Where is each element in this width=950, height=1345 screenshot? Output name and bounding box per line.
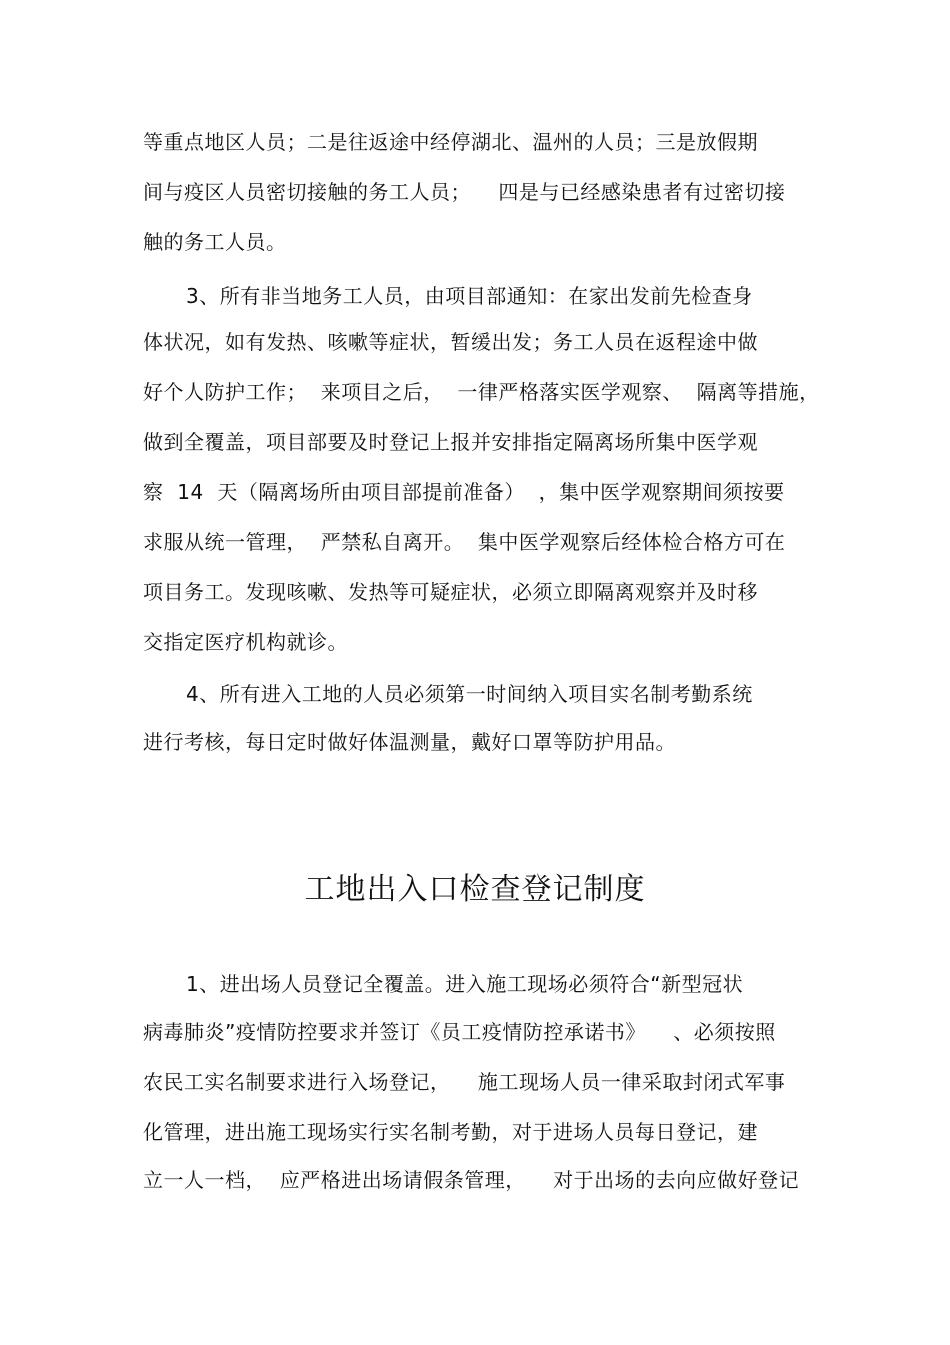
body-text-line: 立一人一档， 应严格进出场请假条管理， 对于出场的去向应做好登记 (143, 1168, 800, 1192)
body-text-line: 化管理，进出施工现场实行实名制考勤，对于进场人员每日登记，建 (143, 1120, 758, 1144)
body-text-line: 做到全覆盖，项目部要及时登记上报并安排指定隔离场所集中医学观 (143, 430, 758, 454)
body-text-line: 等重点地区人员；二是往返途中经停湖北、温州的人员；三是放假期 (143, 130, 758, 154)
body-text-line: 察 14 天（隔离场所由项目部提前准备） ，集中医学观察期间须按要 (143, 480, 785, 504)
body-text-line: 交指定医疗机构就诊。 (143, 630, 348, 654)
body-text-line: 项目务工。发现咳嗽、发热等可疑症状，必须立即隔离观察并及时移 (143, 580, 758, 604)
item-1-first-line: 1、进出场人员登记全覆盖。进入施工现场必须符合“新型冠状 (186, 972, 744, 996)
body-text-line: 农民工实名制要求进行入场登记， 施工现场人员一律采取封闭式军事 (143, 1070, 786, 1094)
item-4-first-line: 4、所有进入工地的人员必须第一时间纳入项目实名制考勤系统 (186, 682, 753, 706)
item-3-first-line: 3、所有非当地务工人员，由项目部通知：在家出发前先检查身 (186, 284, 753, 308)
body-text-line: 进行考核，每日定时做好体温测量，戴好口罩等防护用品。 (143, 730, 676, 754)
body-text-line: 好个人防护工作； 来项目之后， 一律严格落实医学观察、 隔离等措施， (143, 380, 820, 404)
body-text-line: 体状况，如有发热、咳嗽等症状，暂缓出发；务工人员在返程途中做 (143, 330, 758, 354)
body-text-line: 病毒肺炎”疫情防控要求并签订《员工疫情防控承诺书》 、必须按照 (143, 1020, 776, 1044)
body-text-line: 求服从统一管理， 严禁私自离开。 集中医学观察后经体检合格方可在 (143, 530, 786, 554)
section-title: 工地出入口检查登记制度 (304, 872, 646, 907)
body-text-line: 触的务工人员。 (143, 230, 287, 254)
body-text-line: 间与疫区人员密切接触的务工人员； 四是与已经感染患者有过密切接 (143, 180, 786, 204)
